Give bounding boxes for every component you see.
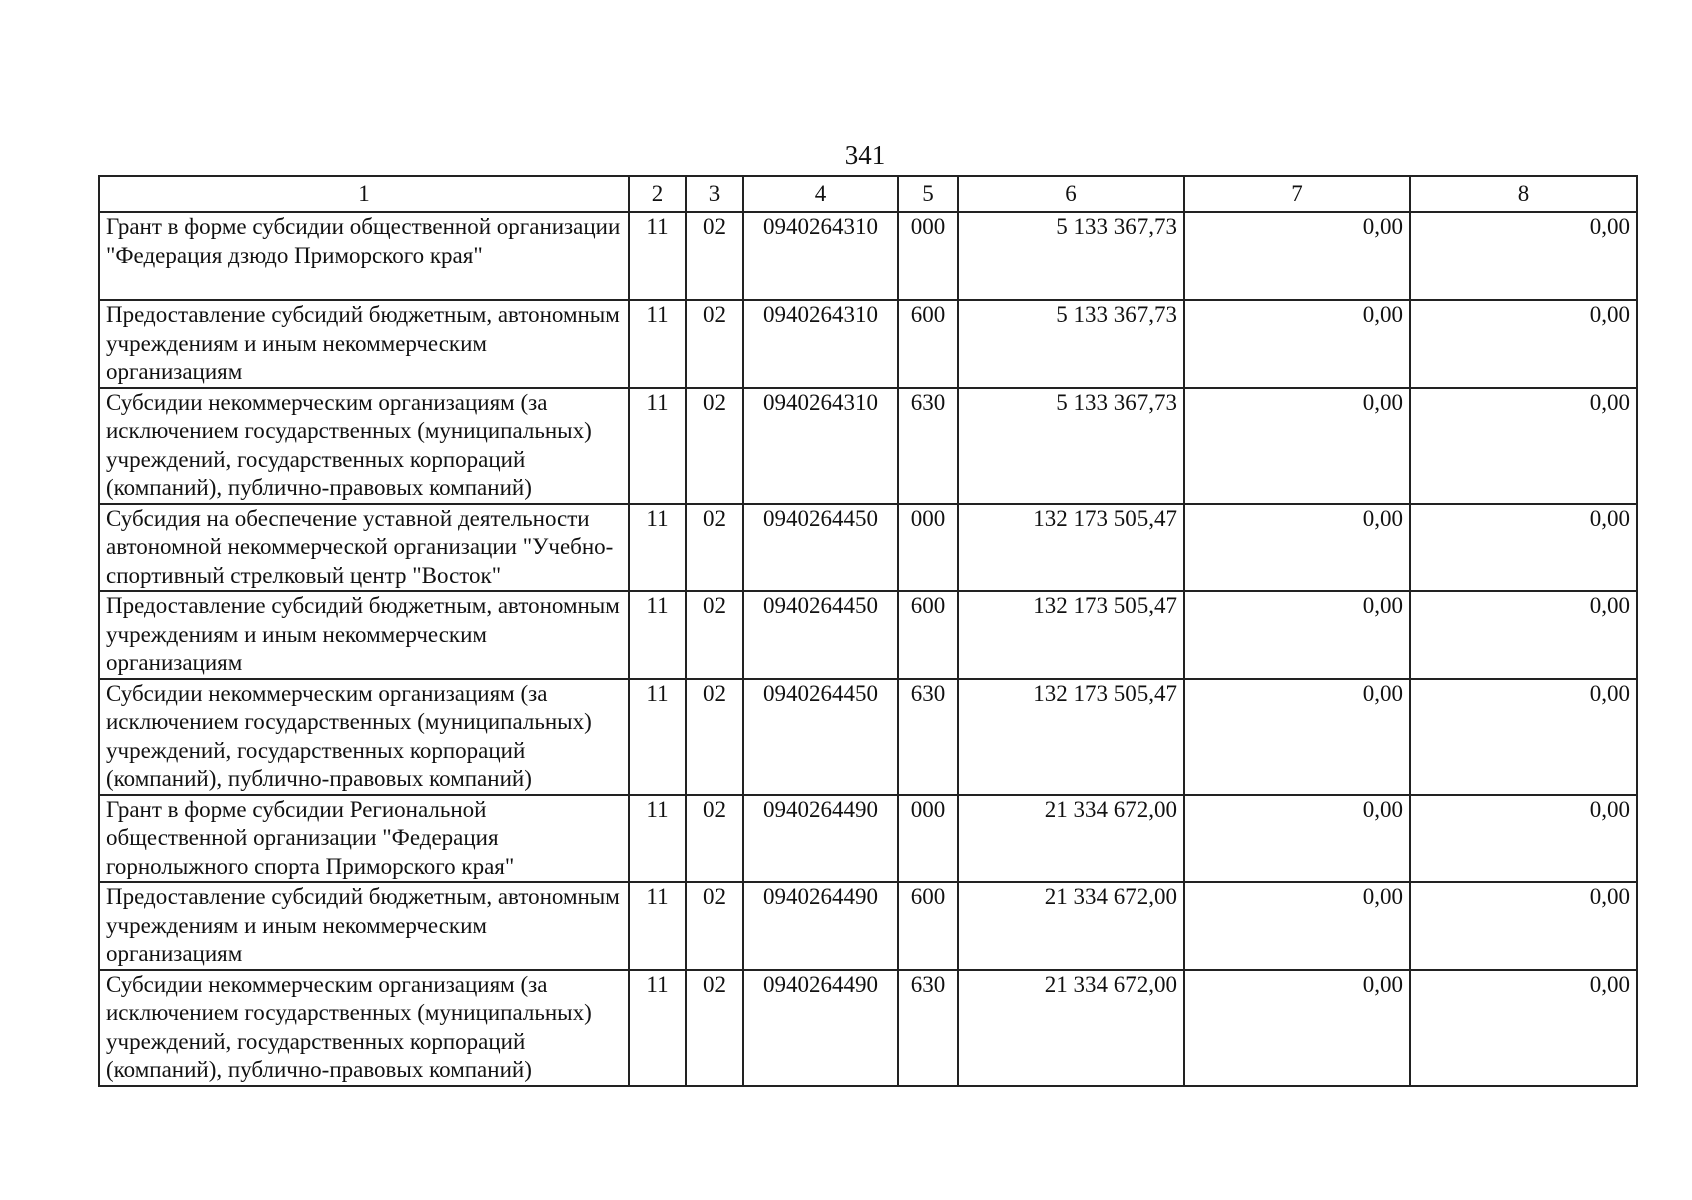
subsection-code: 02 [686,795,743,883]
amount-col7: 0,00 [1184,795,1410,883]
table-row [99,591,1637,679]
amount-col6: 5 133 367,73 [958,388,1184,504]
amount-col6: 21 334 672,00 [958,970,1184,1086]
row-name: Грант в форме субсидии общественной организации "Федерация дзюдо Приморского края" [99,212,629,300]
target-article-code: 0940264490 [743,882,898,970]
column-header-1: 1 [99,176,629,212]
amount-col8: 0,00 [1410,970,1637,1086]
table-row [99,679,1637,795]
table-row [99,882,1637,970]
amount-col7: 0,00 [1184,388,1410,504]
table-row [99,388,1637,504]
amount-col7: 0,00 [1184,300,1410,388]
expense-type-code: 630 [898,388,958,504]
amount-col7: 0,00 [1184,679,1410,795]
amount-col7: 0,00 [1184,212,1410,300]
row-name: Субсидии некоммерческим организациям (за исключением государственных (муниципальных) учреждений, государственных корпораций (компаний), публично-правовых компаний) [99,388,629,504]
column-header-6: 6 [958,176,1184,212]
table-row [99,504,1637,592]
row-name: Субсидия на обеспечение уставной деятельности автономной некоммерческой организации "Учебно-спортивный стрелковый центр "Восток" [99,504,629,592]
amount-col6: 132 173 505,47 [958,504,1184,592]
column-header-2: 2 [629,176,686,212]
column-header-3: 3 [686,176,743,212]
amount-col6: 132 173 505,47 [958,591,1184,679]
target-article-code: 0940264310 [743,388,898,504]
amount-col6: 21 334 672,00 [958,795,1184,883]
row-name: Субсидии некоммерческим организациям (за исключением государственных (муниципальных) учреждений, государственных корпораций (компаний), публично-правовых компаний) [99,679,629,795]
table-header [99,176,1637,212]
row-name: Предоставление субсидий бюджетным, автономным учреждениям и иным некоммерческим организациям [99,591,629,679]
row-name: Субсидии некоммерческим организациям (за исключением государственных (муниципальных) учреждений, государственных корпораций (компаний), публично-правовых компаний) [99,970,629,1086]
section-code: 11 [629,388,686,504]
column-header-7: 7 [1184,176,1410,212]
subsection-code: 02 [686,970,743,1086]
subsection-code: 02 [686,679,743,795]
target-article-code: 0940264310 [743,300,898,388]
budget-table [98,175,1638,1087]
target-article-code: 0940264450 [743,504,898,592]
column-header-8: 8 [1410,176,1637,212]
expense-type-code: 600 [898,591,958,679]
expense-type-code: 000 [898,212,958,300]
expense-type-code: 600 [898,882,958,970]
amount-col8: 0,00 [1410,795,1637,883]
expense-type-code: 630 [898,970,958,1086]
amount-col7: 0,00 [1184,970,1410,1086]
table-row [99,212,1637,300]
section-code: 11 [629,679,686,795]
subsection-code: 02 [686,591,743,679]
subsection-code: 02 [686,882,743,970]
amount-col8: 0,00 [1410,300,1637,388]
amount-col8: 0,00 [1410,504,1637,592]
table-row [99,300,1637,388]
amount-col7: 0,00 [1184,882,1410,970]
amount-col6: 132 173 505,47 [958,679,1184,795]
expense-type-code: 600 [898,300,958,388]
target-article-code: 0940264490 [743,970,898,1086]
amount-col7: 0,00 [1184,504,1410,592]
section-code: 11 [629,882,686,970]
amount-col6: 21 334 672,00 [958,882,1184,970]
section-code: 11 [629,212,686,300]
amount-col8: 0,00 [1410,388,1637,504]
row-name: Предоставление субсидий бюджетным, автономным учреждениям и иным некоммерческим организациям [99,300,629,388]
amount-col8: 0,00 [1410,679,1637,795]
target-article-code: 0940264490 [743,795,898,883]
amount-col8: 0,00 [1410,212,1637,300]
amount-col8: 0,00 [1410,882,1637,970]
table-row [99,970,1637,1086]
amount-col6: 5 133 367,73 [958,300,1184,388]
target-article-code: 0940264450 [743,679,898,795]
section-code: 11 [629,795,686,883]
header-row [99,176,1637,212]
row-name: Грант в форме субсидии Региональной общественной организации "Федерация горнолыжного спорта Приморского края" [99,795,629,883]
amount-col7: 0,00 [1184,591,1410,679]
target-article-code: 0940264310 [743,212,898,300]
table-body [99,212,1637,1086]
table-row [99,795,1637,883]
section-code: 11 [629,300,686,388]
section-code: 11 [629,591,686,679]
subsection-code: 02 [686,300,743,388]
amount-col6: 5 133 367,73 [958,212,1184,300]
subsection-code: 02 [686,504,743,592]
row-name: Предоставление субсидий бюджетным, автономным учреждениям и иным некоммерческим организациям [99,882,629,970]
section-code: 11 [629,970,686,1086]
expense-type-code: 630 [898,679,958,795]
column-header-4: 4 [743,176,898,212]
expense-type-code: 000 [898,795,958,883]
expense-type-code: 000 [898,504,958,592]
amount-col8: 0,00 [1410,591,1637,679]
subsection-code: 02 [686,212,743,300]
target-article-code: 0940264450 [743,591,898,679]
section-code: 11 [629,504,686,592]
page-number: 341 [844,140,886,170]
column-header-5: 5 [898,176,958,212]
subsection-code: 02 [686,388,743,504]
